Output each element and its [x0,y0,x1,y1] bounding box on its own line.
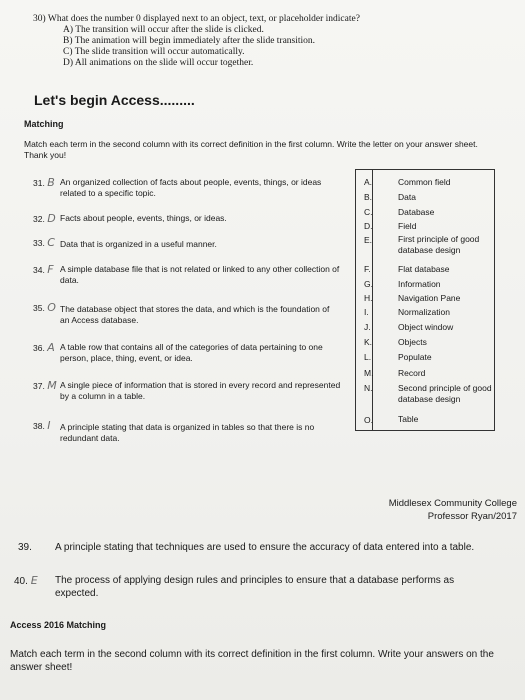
question-35-text: The database object that stores the data, and which is the foundation of an Access database. [60,304,330,325]
term-letter: N. [364,383,373,393]
question-33-text: Data that is organized in a useful manner. [60,239,217,249]
term-text: Database [398,207,435,217]
term-text: Information [398,279,441,289]
handwritten-answer: C [47,236,55,249]
term-letter: O. [364,415,373,425]
footer-instructions: Match each term in the second column with its correct definition in the first column. Write your answers on the answer sheet! [10,649,494,673]
question-37-text: A single piece of information that is stored in every record and represented by a column in a table. [60,380,341,401]
question-31: 31. B [33,176,55,189]
term-text: First principle of good database design [398,234,480,255]
question-33: 33. C [33,236,55,249]
question-30-option-c: C) The slide transition will occur automatically. [63,47,245,57]
question-34-text: A simple database file that is not related or linked to any other collection of data. [60,264,340,285]
term-letter: F. [364,264,371,274]
term-letter: E. [364,235,373,245]
term-text: Flat database [398,264,450,274]
handwritten-answer: I [47,419,51,432]
professor-name: Professor Ryan/2017 [427,511,517,522]
question-39-number: 39. [18,542,32,553]
handwritten-answer: D [47,212,56,225]
term-letter: K. [364,337,373,347]
term-letter: B. [364,192,373,202]
term-text: Object window [398,322,454,332]
question-38: 38. I [33,419,51,432]
question-37: 37. M [33,379,57,392]
handwritten-answer: E [30,574,38,587]
term-text: Second principle of good database design [398,383,492,404]
term-letter: M. [364,368,374,378]
question-36: 36. A [33,341,55,354]
question-35: 35. O [33,301,56,314]
handwritten-answer: M [47,379,57,392]
instructions: Match each term in the second column with its correct definition in the first column. Write the letter on your answer sheet. Thank you! [24,139,478,160]
section-heading: Let's begin Access......... [34,92,195,108]
term-letter: G. [364,279,373,289]
handwritten-answer: F [47,263,54,276]
question-40-text: The process of applying design rules and principles to ensure that a database performs as expected. [55,575,455,599]
terms-box [355,169,495,431]
term-letter: A. [364,177,373,187]
term-letter: J. [364,322,371,332]
question-40: 40. E [14,574,38,587]
handwritten-answer: B [47,176,55,189]
term-text: Objects [398,337,427,347]
term-letter: H. [364,293,373,303]
term-text: Navigation Pane [398,293,461,303]
question-39-text: A principle stating that techniques are used to ensure the accuracy of data entered into a table. [55,542,475,553]
term-text: Populate [398,352,432,362]
question-30-option-a: A) The transition will occur after the slide is clicked. [63,25,264,35]
section-subheading: Matching [24,119,64,129]
question-32: 32. D [33,212,56,225]
term-text: Table [398,414,419,424]
term-text: Record [398,368,426,378]
question-38-text: A principle stating that data is organized in tables so that there is no redundant data. [60,422,315,443]
question-32-text: Facts about people, events, things, or ideas. [60,213,227,223]
term-text: Field [398,221,417,231]
handwritten-answer: O [47,301,56,314]
term-letter: I. [364,307,369,317]
term-letter: D. [364,221,373,231]
question-34: 34. F [33,263,54,276]
term-text: Common field [398,177,451,187]
question-30 [33,14,360,69]
term-text: Data [398,192,416,202]
term-letter: L. [364,352,372,362]
question-31-text: An organized collection of facts about people, events, things, or ideas related to a specific topic. [60,177,322,198]
term-text: Normalization [398,307,450,317]
question-30-text: 30) What does the number 0 displayed next to an object, text, or placeholder indicate? [33,14,360,24]
footer-heading: Access 2016 Matching [10,620,107,630]
question-30-option-d: D) All animations on the slide will occur together. [63,58,254,68]
question-30-option-b: B) The animation will begin immediately after the slide transition. [63,36,316,46]
question-36-text: A table row that contains all of the categories of data pertaining to one person, place, thing, event, or idea. [60,342,323,363]
college-block [389,497,517,523]
college-name: Middlesex Community College [388,498,517,509]
handwritten-answer: A [47,341,55,354]
term-letter: C. [364,207,373,217]
